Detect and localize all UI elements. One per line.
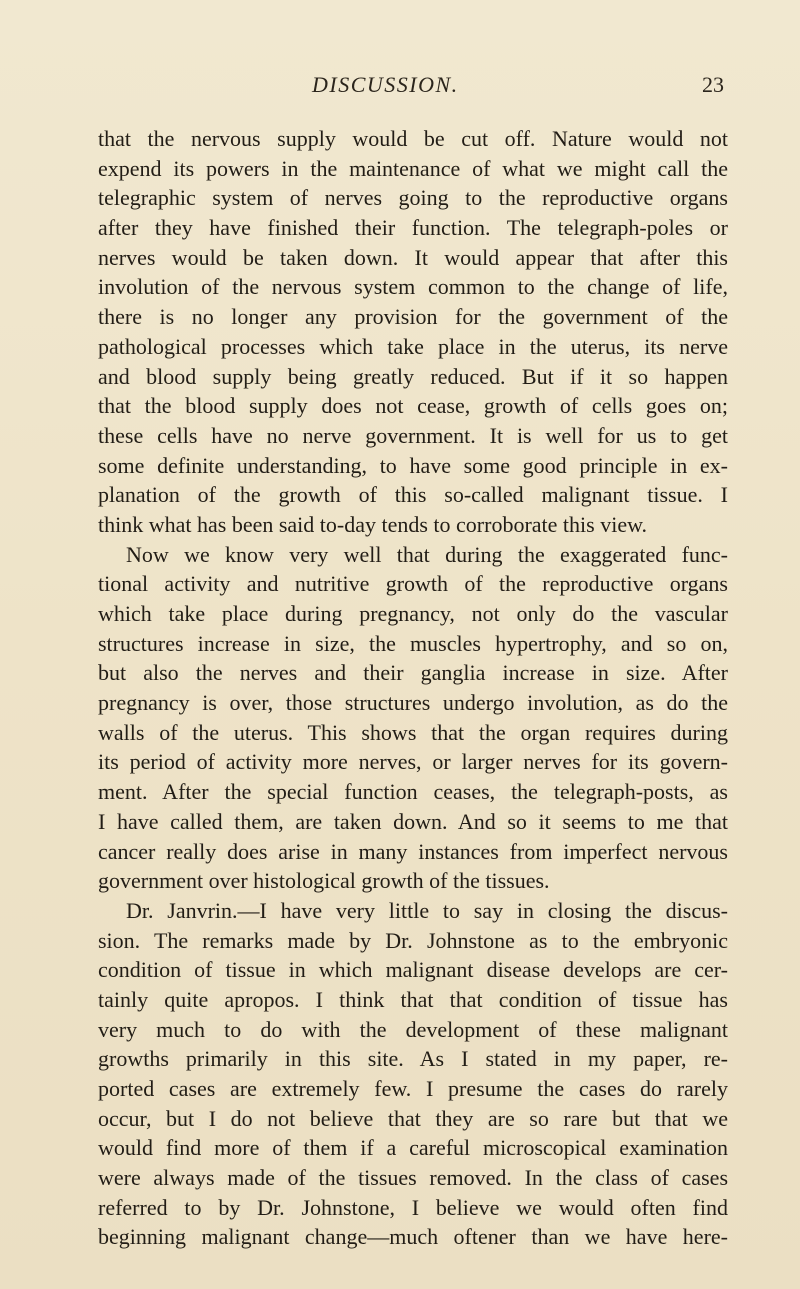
text-line: some definite understanding, to have some good principle in ex- bbox=[98, 452, 728, 478]
running-title: DISCUSSION. bbox=[312, 72, 459, 97]
text-line: structures increase in size, the muscles hypertrophy, and so on, bbox=[98, 630, 728, 656]
text-line: tional activity and nutritive growth of the reproductive organs bbox=[98, 571, 728, 597]
text-line: that the blood supply does not cease, growth of cells goes on; bbox=[98, 393, 728, 419]
text-line: its period of activity more nerves, or larger nerves for its govern- bbox=[98, 749, 728, 775]
text-line: condition of tissue in which malignant disease develops are cer- bbox=[98, 957, 728, 983]
text-line: were always made of the tissues removed. In the class of cases bbox=[98, 1165, 728, 1191]
text-line: nerves would be taken down. It would appear that after this bbox=[98, 244, 728, 270]
text-line: government over histological growth of the tissues. bbox=[98, 868, 550, 894]
text-line: after they have finished their function. The telegraph-poles or bbox=[98, 215, 728, 241]
text-line: these cells have no nerve government. It is well for us to get bbox=[98, 422, 728, 448]
text-line: think what has been said to-day tends to corroborate this view. bbox=[98, 511, 648, 537]
text-line: Dr. Janvrin.—I have very little to say in closing the discus- bbox=[126, 897, 728, 923]
text-line: would find more of them if a careful microscopical examination bbox=[98, 1135, 728, 1161]
text-line: tainly quite apropos. I think that that condition of tissue has bbox=[98, 986, 728, 1012]
text-line: involution of the nervous system common to the change of life, bbox=[98, 274, 728, 300]
text-line: ment. After the special function ceases, the telegraph-posts, as bbox=[98, 779, 728, 805]
page-number: 23 bbox=[702, 72, 724, 97]
text-line: cancer really does arise in many instances from imperfect nervous bbox=[98, 838, 728, 864]
text-line: growths primarily in this site. As I stated in my paper, re- bbox=[98, 1046, 728, 1072]
text-line: walls of the uterus. This shows that the organ requires during bbox=[98, 719, 728, 745]
text-line: occur, but I do not believe that they are so rare but that we bbox=[98, 1105, 728, 1131]
text-line: and blood supply being greatly reduced. But if it so happen bbox=[98, 363, 728, 389]
text-line: telegraphic system of nerves going to the reproductive organs bbox=[98, 185, 728, 211]
text-line: but also the nerves and their ganglia increase in size. After bbox=[98, 660, 728, 686]
text-line: very much to do with the development of these malignant bbox=[98, 1016, 728, 1042]
text-line: pregnancy is over, those structures undergo involution, as do the bbox=[98, 690, 728, 716]
text-line: which take place during pregnancy, not only do the vascular bbox=[98, 601, 728, 626]
page-header bbox=[0, 72, 800, 106]
text-line: beginning malignant change—much oftener than we have here- bbox=[98, 1224, 728, 1250]
text-line: pathological processes which take place in the uterus, its nerve bbox=[98, 333, 728, 359]
text-line: planation of the growth of this so-called malignant tissue. I bbox=[98, 482, 728, 508]
text-line: expend its powers in the maintenance of what we might call the bbox=[98, 155, 728, 181]
text-line: sion. The remarks made by Dr. Johnstone as to the embryonic bbox=[98, 927, 728, 953]
text-line: I have called them, are taken down. And so it seems to me that bbox=[98, 808, 728, 834]
text-line: referred to by Dr. Johnstone, I believe we would often find bbox=[98, 1194, 728, 1220]
text-line: that the nervous supply would be cut off. Nature would not bbox=[98, 126, 728, 151]
text-line: Now we know very well that during the exaggerated func- bbox=[126, 541, 728, 567]
text-line: ported cases are extremely few. I presume the cases do rarely bbox=[98, 1076, 728, 1101]
body-text bbox=[98, 124, 728, 1252]
text-line: there is no longer any provision for the government of the bbox=[98, 304, 728, 330]
